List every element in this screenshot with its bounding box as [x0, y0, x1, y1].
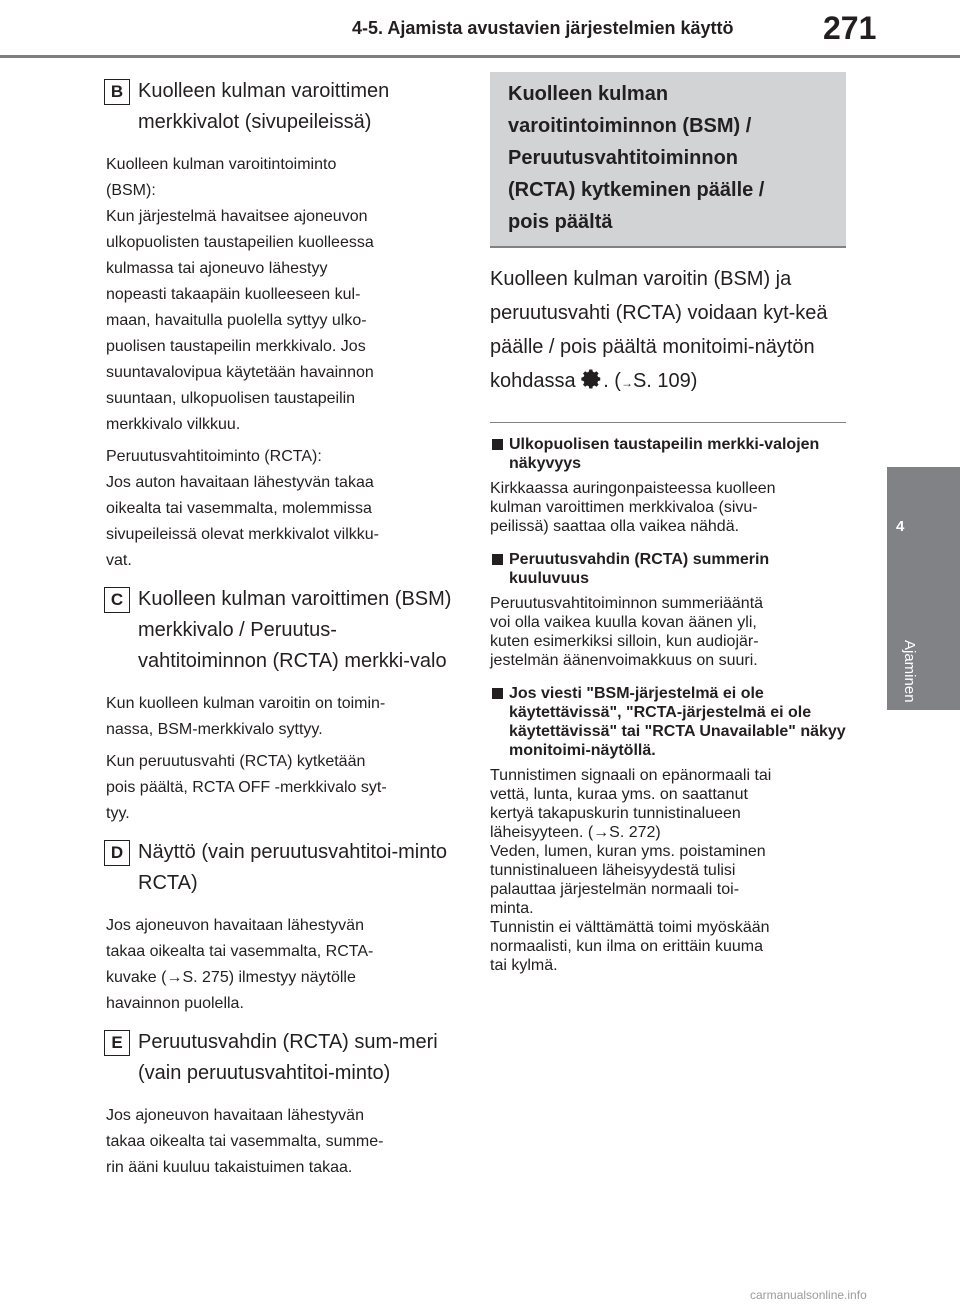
- item-heading: [106, 76, 458, 138]
- note-title-text: Ulkopuolisen taustapeilin merkki-valojen näkyvyys: [509, 436, 820, 472]
- square-bullet-icon: [492, 688, 503, 699]
- note-title-text: Peruutusvahdin (RCTA) summerin kuuluvuus: [509, 551, 770, 587]
- notes-divider: [490, 422, 846, 423]
- item-heading-text: Peruutusvahdin (RCTA) sum-meri (vain peruutusvahtitoi-minto): [138, 1031, 438, 1084]
- item-heading: [106, 837, 458, 899]
- page-number: 271: [823, 10, 877, 46]
- intro-paragraph: Kuolleen kulman varoitin (BSM) ja peruutusvahti (RCTA) voidaan kyt-keä päälle / pois päältä monitoimi-näytön kohdassa . (→S. 109): [490, 268, 828, 392]
- item-heading-text: Kuolleen kulman varoittimen (BSM) merkkivalo / Peruutus-vahtitoiminnon (RCTA) merkki-valo: [138, 588, 452, 672]
- note-title-text: Jos viesti "BSM-järjestelmä ei ole käytettävissä", "RCTA-järjestelmä ei ole käytettävissä" tai "RCTA Unavailable" näkyy monitoimi-näytöllä.: [509, 685, 846, 759]
- item-heading: [106, 1027, 458, 1089]
- item-e: [106, 1027, 458, 1181]
- note-block: [490, 435, 846, 536]
- note-text: Tunnistimen signaali on epänormaali tai vettä, lunta, kuraa yms. on saattanut kertyä takapuskurin tunnistinalueen läheisyyteen. (→S. 272) Veden, lumen, kuran yms. poistaminen tunnistinalueen läheisyydestä tulisi palauttaa järjestelmän normaali toi- minta. Tunnistin ei välttämättä toimi myöskään normaalisti, kun ilma on erittäin kuuma tai kylmä.: [490, 767, 772, 974]
- right-column: [490, 72, 846, 989]
- watermark: carmanualsonline.info: [750, 1288, 867, 1302]
- square-bullet-icon: [492, 554, 503, 565]
- item-paragraph: Kuolleen kulman varoitintoiminto (BSM): Kun järjestelmä havaitsee ajoneuvon ulkopuolisten taustapeilien kuolleessa kulmassa tai ajoneuvo lähestyy nopeasti takaapäin kuolleeseen kul- maan, havaitulla puolella syttyy ulko- puolisen taustapeilin merkkivalo. Jos suuntavalovipua käytetään havainnon suuntaan, ulkopuolisen taustapeilin merkkivalo vilkkuu.: [106, 156, 374, 433]
- item-c: [106, 584, 458, 827]
- header-divider: [0, 55, 960, 58]
- note-block: [490, 684, 846, 975]
- item-letter-badge: C: [104, 587, 130, 613]
- side-tab-bar: [887, 467, 960, 710]
- item-paragraph: Jos ajoneuvon havaitaan lähestyvän takaa oikealta tai vasemmalta, summe- rin ääni kuuluu takaistuimen takaa.: [106, 1107, 384, 1176]
- item-letter-badge: D: [104, 840, 130, 866]
- item-heading-text: Kuolleen kulman varoittimen merkkivalot (sivupeileissä): [138, 80, 390, 133]
- square-bullet-icon: [492, 439, 503, 450]
- item-paragraph: Kun peruutusvahti (RCTA) kytketään pois päältä, RCTA OFF -merkkivalo syt- tyy.: [106, 753, 387, 822]
- item-d: [106, 837, 458, 1017]
- item-paragraph: Kun kuolleen kulman varoitin on toimin- nassa, BSM-merkkivalo syttyy.: [106, 695, 386, 738]
- chapter-number: 4: [896, 518, 905, 535]
- item-b: [106, 76, 458, 574]
- item-heading-text: Näyttö (vain peruutusvahtitoi-minto RCTA): [138, 841, 448, 894]
- note-text: Peruutusvahtitoiminnon summeriääntä voi olla vaikea kuulla kovan äänen yli, kuten esimerkiksi silloin, kun audiojär- jestelmän äänenvoimakkuus on suuri.: [490, 595, 764, 669]
- intro-page-reference: S. 109): [632, 370, 698, 392]
- section-heading: Kuolleen kulman varoitintoiminnon (BSM) / Peruutusvahtitoiminnon (RCTA) kytkeminen päälle / pois päältä: [508, 83, 765, 233]
- note-text: Kirkkaassa auringonpaisteessa kuolleen kulman varoittimen merkkivaloa (sivu- peilissä) saattaa olla vaikea nähdä.: [490, 480, 776, 535]
- section-heading-box: [490, 72, 846, 248]
- item-letter-badge: B: [104, 79, 130, 105]
- note-block: [490, 550, 846, 670]
- item-heading: [106, 584, 458, 677]
- left-column: [106, 76, 458, 1191]
- note-title: [490, 435, 846, 473]
- gear-icon: [581, 368, 603, 390]
- chapter-name: Ajaminen: [901, 640, 918, 703]
- item-letter-badge: E: [104, 1030, 130, 1056]
- item-paragraph: Jos ajoneuvon havaitaan lähestyvän takaa oikealta tai vasemmalta, RCTA- kuvake (→S. 275) ilmestyy näytölle havainnon puolella.: [106, 917, 374, 1012]
- section-title: 4-5. Ajamista avustavien järjestelmien käyttö: [352, 18, 734, 38]
- note-title: [490, 550, 846, 588]
- note-title: [490, 684, 846, 760]
- arrow-right-icon: →: [620, 376, 633, 390]
- intro-text: Kuolleen kulman varoitin (BSM) ja peruutusvahti (RCTA) voidaan kyt-keä päälle / pois päältä monitoimi-näytön kohdassa: [490, 268, 828, 392]
- item-paragraph: Peruutusvahtitoiminto (RCTA): Jos auton havaitaan lähestyvän takaa oikealta tai vasemmalta, molemmissa sivupeileissä olevat merkkivalot vilkku- vat.: [106, 448, 379, 569]
